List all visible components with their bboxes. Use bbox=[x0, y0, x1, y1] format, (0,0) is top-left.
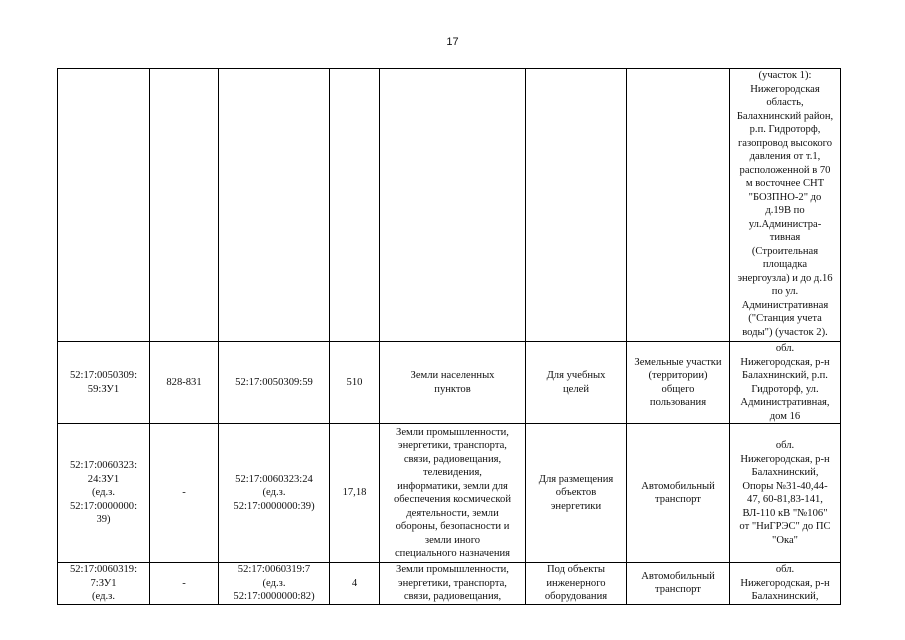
cell-address: обл. Нижегородская, р-н Балахнинский, Опоры №31-40,44- 47, 60-81,83-141, ВЛ-110 кВ "№106" от "НиГРЭС" до ПС "Ока" bbox=[730, 424, 841, 563]
cell-number bbox=[150, 69, 219, 342]
land-plots-table bbox=[57, 68, 841, 605]
cell-number: - bbox=[150, 563, 219, 605]
cell-category bbox=[380, 69, 526, 342]
cell-zu: 52:17:0060319: 7:ЗУ1 (ед.з. bbox=[58, 563, 150, 605]
cell-address: (участок 1): Нижегородская область, Балахнинский район, р.п. Гидроторф, газопровод высокого давления от т.1, расположенной в 70 м восточнее СНТ "БОЗПНО-2" до д.19В по ул.Администра- тивная (Строительная площадка энергоузла) и до д.16 по ул. Административная ("Станция учета воды") (участок 2). bbox=[730, 69, 841, 342]
table-row bbox=[58, 563, 841, 605]
cell-number: 828-831 bbox=[150, 342, 219, 424]
cell-area bbox=[330, 69, 380, 342]
cell-cadastral: 52:17:0060319:7 (ед.з. 52:17:0000000:82) bbox=[219, 563, 330, 605]
cell-zu bbox=[58, 69, 150, 342]
cell-address: обл. Нижегородская, р-н Балахнинский, bbox=[730, 563, 841, 605]
table-row bbox=[58, 342, 841, 424]
cell-cadastral: 52:17:0050309:59 bbox=[219, 342, 330, 424]
cell-cadastral: 52:17:0060323:24 (ед.з. 52:17:0000000:39) bbox=[219, 424, 330, 563]
cell-permitted-use: Для учебных целей bbox=[526, 342, 627, 424]
table-row bbox=[58, 69, 841, 342]
cell-permitted-use: Под объекты инженерного оборудования bbox=[526, 563, 627, 605]
cell-category: Земли промышленности, энергетики, транспорта, связи, радиовещания, телевидения, информатики, земли для обеспечения космической деятельности, земли обороны, безопасности и земли иного специального назначения bbox=[380, 424, 526, 563]
table-row bbox=[58, 424, 841, 563]
cell-permitted-use: Для размещения объектов энергетики bbox=[526, 424, 627, 563]
cell-category: Земли населенных пунктов bbox=[380, 342, 526, 424]
cell-area: 510 bbox=[330, 342, 380, 424]
cell-new-use: Автомобильный транспорт bbox=[627, 424, 730, 563]
cell-area: 17,18 bbox=[330, 424, 380, 563]
cell-address: обл. Нижегородская, р-н Балахнинский, р.п. Гидроторф, ул. Административная, дом 16 bbox=[730, 342, 841, 424]
cell-zu: 52:17:0060323: 24:ЗУ1 (ед.з. 52:17:0000000: 39) bbox=[58, 424, 150, 563]
cell-area: 4 bbox=[330, 563, 380, 605]
cell-new-use: Земельные участки (территории) общего пользования bbox=[627, 342, 730, 424]
cell-cadastral bbox=[219, 69, 330, 342]
cell-number: - bbox=[150, 424, 219, 563]
cell-new-use bbox=[627, 69, 730, 342]
cell-permitted-use bbox=[526, 69, 627, 342]
cell-new-use: Автомобильный транспорт bbox=[627, 563, 730, 605]
page-number: 17 bbox=[446, 36, 459, 48]
cell-zu: 52:17:0050309: 59:ЗУ1 bbox=[58, 342, 150, 424]
cell-category: Земли промышленности, энергетики, транспорта, связи, радиовещания, bbox=[380, 563, 526, 605]
